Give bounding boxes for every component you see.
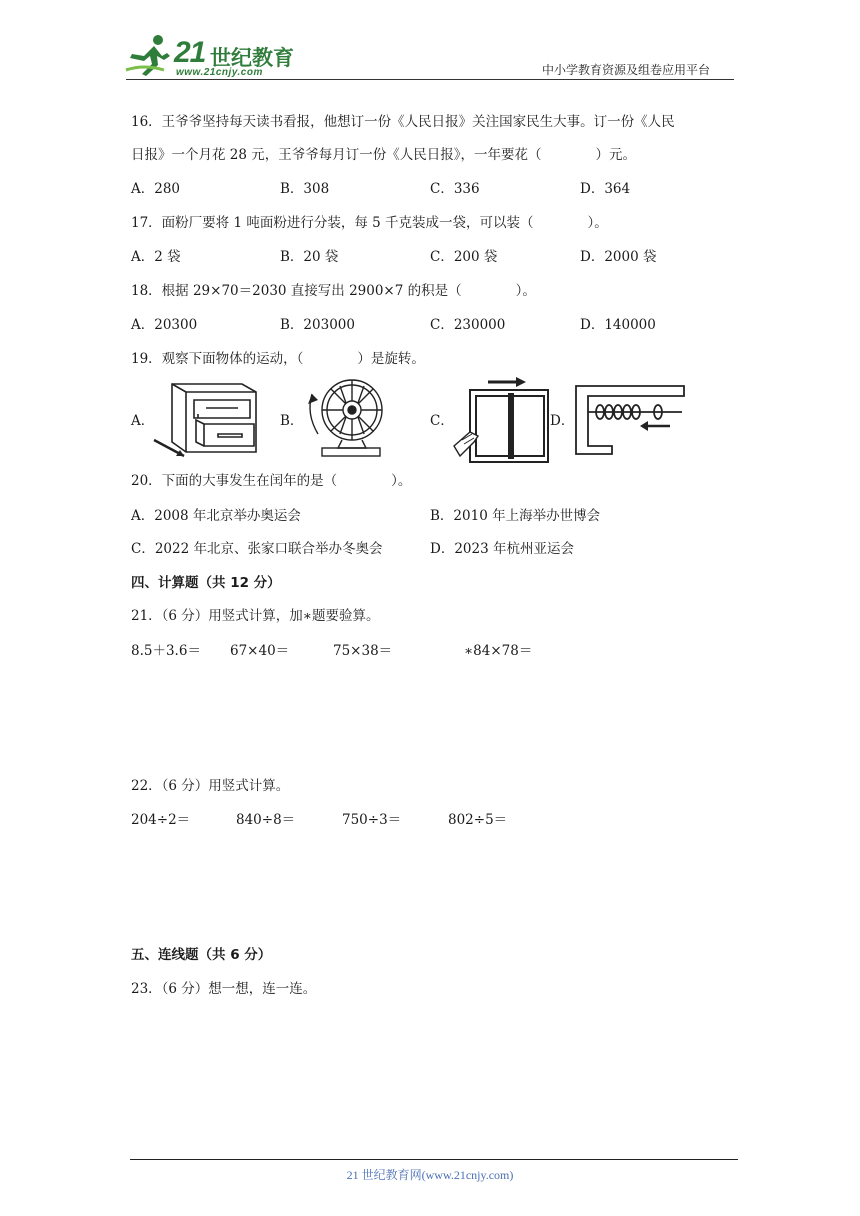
q22-item-1: 204÷2＝ [131,812,191,828]
section4-title: 四、计算题（共 12 分） [131,575,281,591]
q21-item-4: ∗84×78＝ [464,643,533,659]
logo-url: www.21cnjy.com [176,67,263,78]
q21-item-3: 75×38＝ [333,643,393,659]
platform-text: 中小学教育资源及组卷应用平台 [542,63,711,77]
q16-option-c: C．336 [430,181,480,197]
q21-item-2: 67×40＝ [230,643,290,659]
header-divider [126,79,734,80]
section5-title: 五、连线题（共 6 分） [131,947,272,963]
q19-option-c: C． [430,413,454,429]
q19-option-b: B． [280,413,304,429]
q18-option-d: D．140000 [580,317,656,333]
q17-option-a: A．2 袋 [131,249,181,265]
runner-logo-icon [124,34,176,78]
q18-option-a: A．20300 [131,317,198,333]
q22-item-3: 750÷3＝ [342,812,402,828]
q16-line2: 日报》一个月花 28 元，王爷爷每月订一份《人民日报》，一年要花（ ）元。 [131,147,637,163]
q16-option-b: B．308 [280,181,330,197]
q19-option-a: A． [131,413,155,429]
logo-number: 21 [174,36,206,69]
q20-option-a: A．2008 年北京举办奥运会 [131,508,301,524]
q22-text: 22．（6 分）用竖式计算。 [131,778,290,794]
q17-text: 17．面粉厂要将 1 吨面粉进行分装，每 5 千克装成一袋，可以装（ ）。 [131,215,608,231]
q23-text: 23．（6 分）想一想，连一连。 [131,981,317,997]
q20-option-d: D．2023 年杭州亚运会 [430,541,574,557]
q17-option-c: C．200 袋 [430,249,498,265]
q16-option-a: A．280 [131,181,181,197]
q20-option-c: C．2022 年北京、张家口联合举办冬奥会 [131,541,383,557]
q21-text: 21．（6 分）用竖式计算，加∗题要验算。 [131,608,380,624]
q22-item-2: 840÷8＝ [236,812,296,828]
q21-item-1: 8.5＋3.6＝ [131,643,201,659]
q18-text: 18．根据 29×70＝2030 直接写出 2900×7 的积是（ ）。 [131,283,536,299]
logo-text: 世纪教育 [210,46,294,70]
footer-divider [130,1159,738,1160]
q18-option-b: B．203000 [280,317,355,333]
q16-option-d: D．364 [580,181,631,197]
q17-option-d: D．2000 袋 [580,249,657,265]
header [0,0,860,90]
q17-option-b: B．20 袋 [280,249,339,265]
q20-text: 20．下面的大事发生在闰年的是（ ）。 [131,473,412,489]
abacus-illustration-icon [568,384,688,456]
sliding-window-illustration-icon [452,376,552,464]
q18-option-c: C．230000 [430,317,506,333]
q19-option-d: D． [550,413,575,429]
q20-option-b: B．2010 年上海举办世博会 [430,508,601,524]
footer-text: 21 世纪教育网(www.21cnjy.com) [346,1168,514,1182]
q19-text: 19．观察下面物体的运动，（ ）是旋转。 [131,351,425,367]
q22-item-4: 802÷5＝ [448,812,508,828]
q16-line1: 16．王爷爷坚持每天读书看报，他想订一份《人民日报》关注国家民生大事。订一份《人民 [131,114,675,130]
fan-illustration-icon [296,376,386,462]
drawer-illustration-icon [150,380,265,462]
